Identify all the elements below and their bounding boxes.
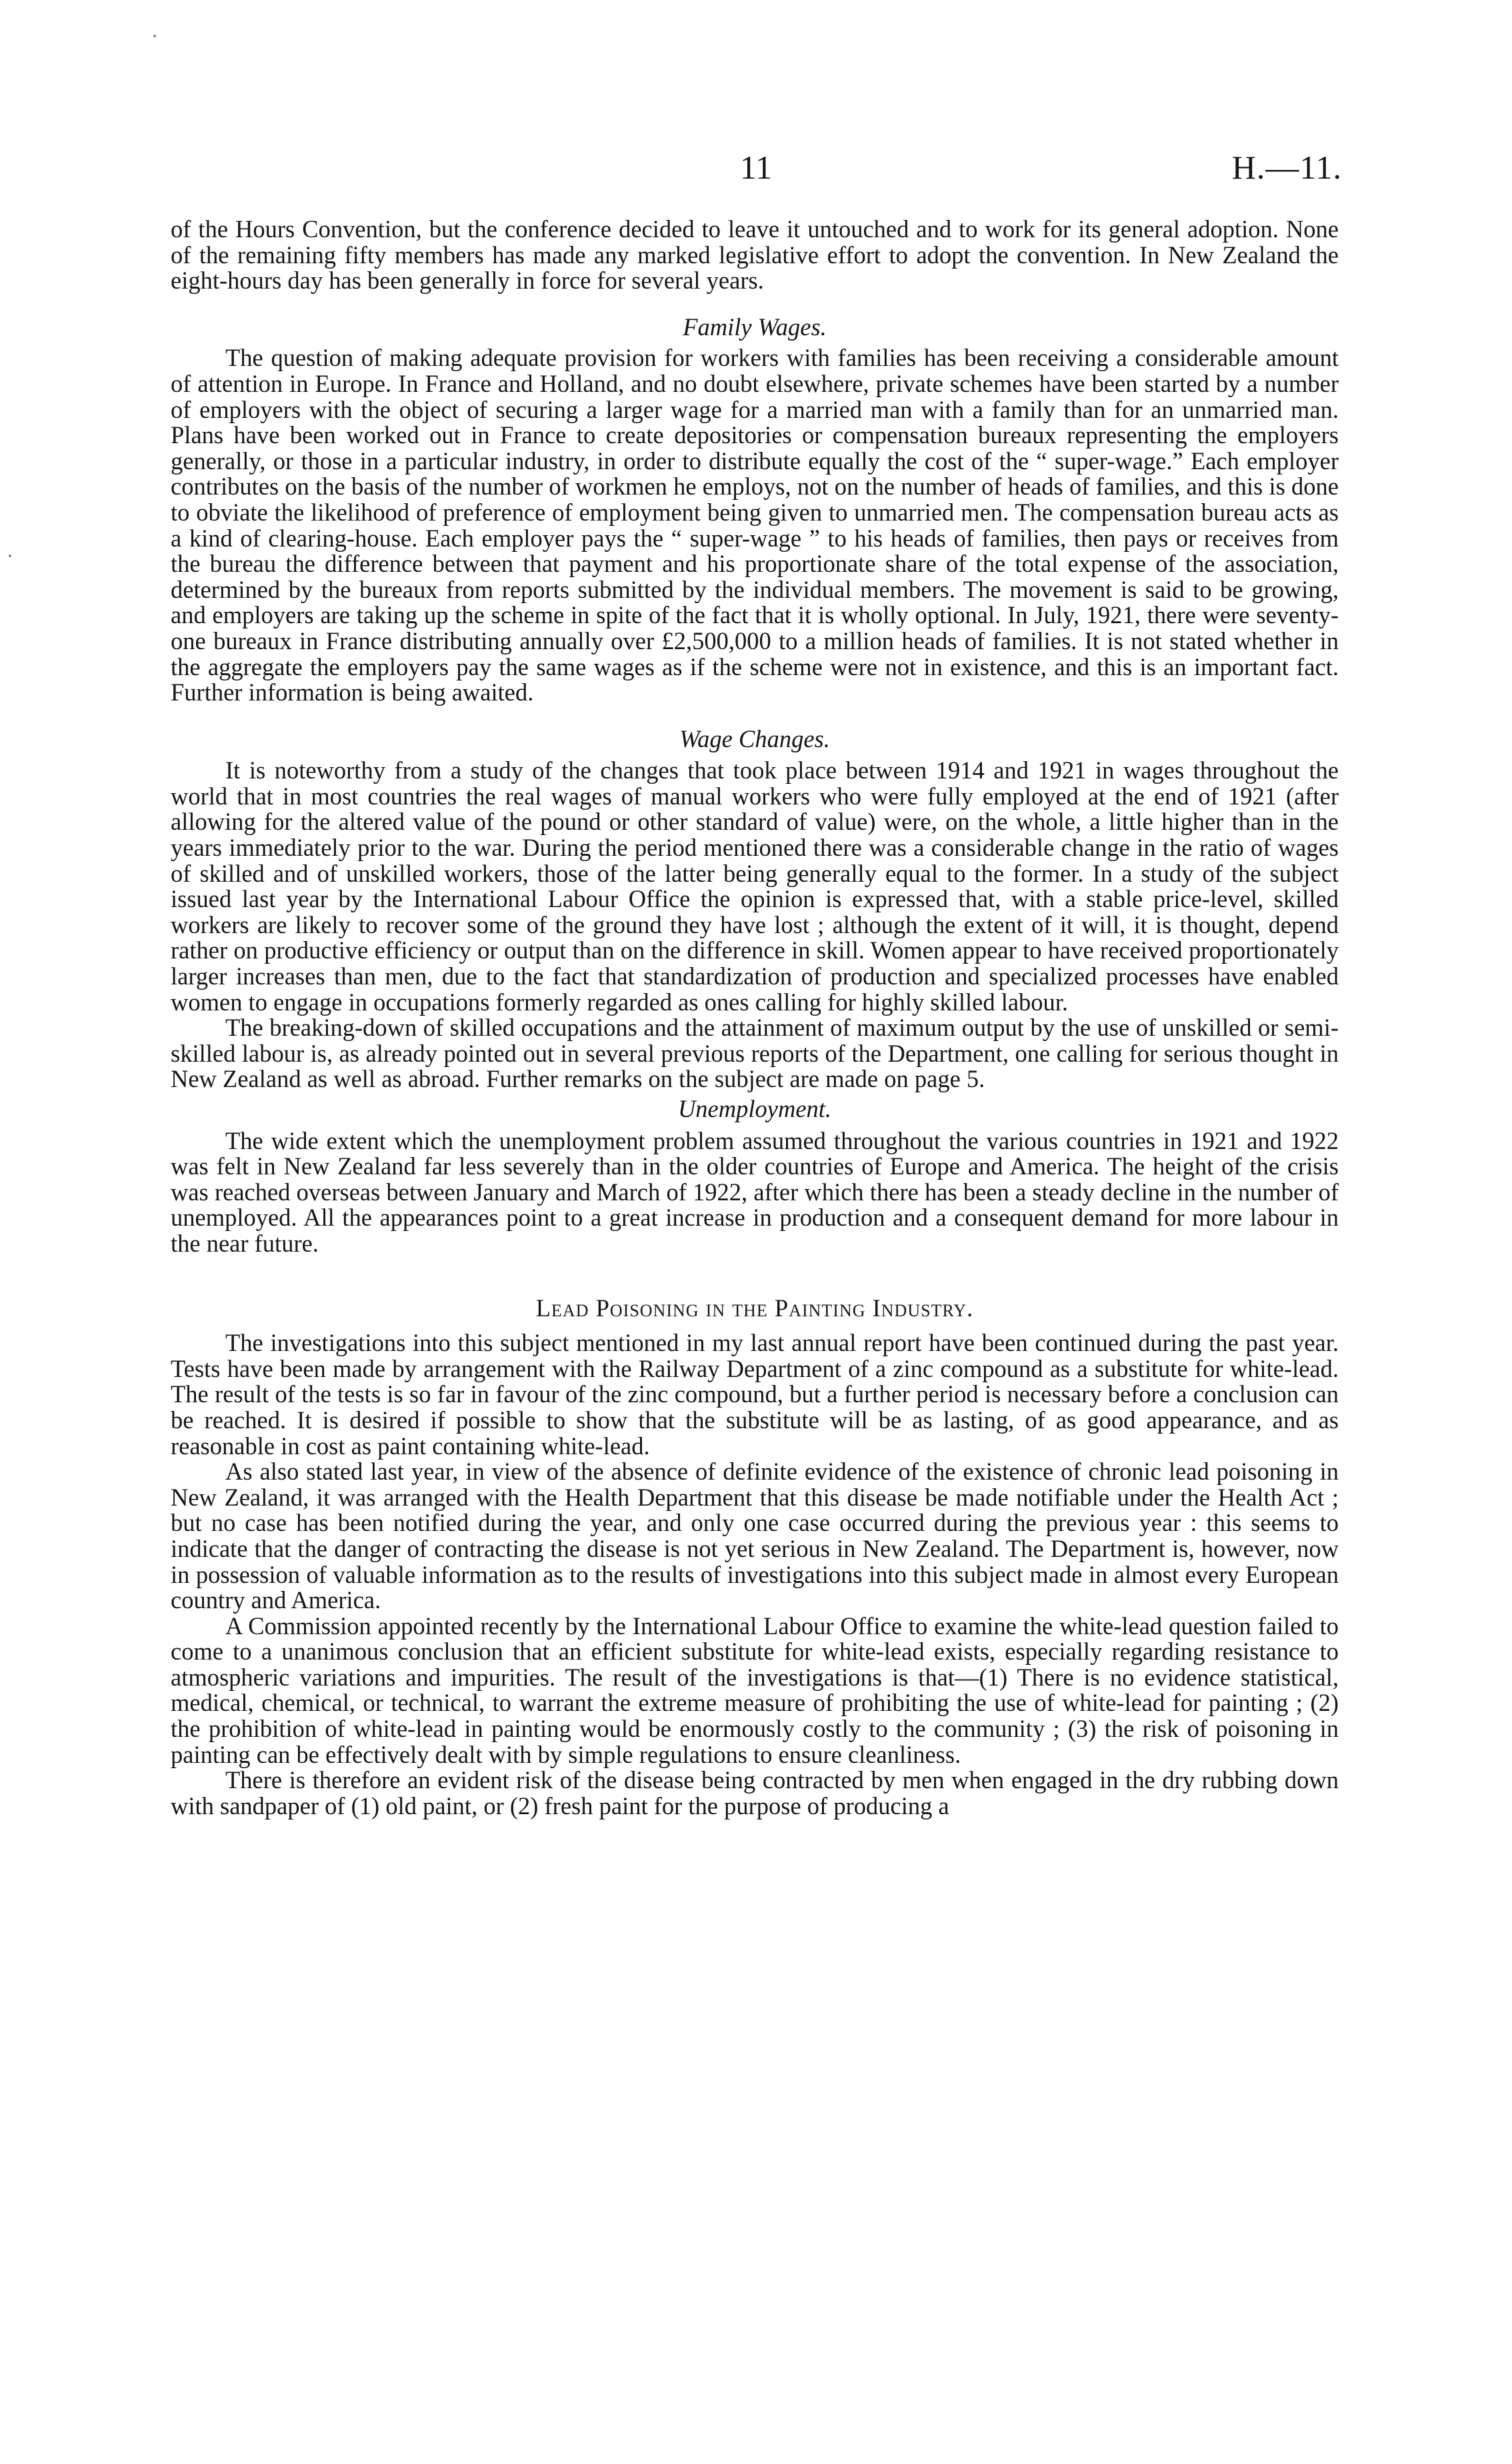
paragraph: The wide extent which the unemployment problem assumed throughout the various countries in 1921 and 1922 was felt in New Zealand far less severely than in the older countries of Europe and America. The height of the crisis was reached overseas between January and March of 1922, after which there has been a steady decline in the number of unemployed. All the appearances point to a great increase in production and a consequent demand for more labour in the near future.: [171, 1126, 1339, 1257]
paragraph: The investigations into this subject mentioned in my last annual report have been continued during the past year. Tests have been made by arrangement with the Railway Department of a zinc compound as a substitute for white-lead. The result of the tests is so far in favour of the zinc compound, but a further period is necessary before a conclusion can be reached. It is desired if possible to show that the substitute will be as lasting, of as good appearance, and as reasonable in cost as paint containing white-lead.: [171, 1329, 1339, 1460]
paragraph: The question of making adequate provision for workers with families has been receiving a considerable amount of attention in Europe. In France and Holland, and no doubt elsewhere, private schemes have been started by a number of employers with the object of securing a larger wage for a married man with a family than for an unmarried man. Plans have been worked out in France to create depositories or compensation bureaux representing the employers generally, or those in a particular industry, in order to distribute equally the cost of the “ super-wage.” Each employer contributes on the basis of the number of workmen he employs, not on the number of heads of families, and this is done to obviate the likelihood of preference of employment being given to unmarried men. The compensation bureau acts as a kind of clearing-house. Each employer pays the “ super-wage ” to his heads of families, then pays or receives from the bureau the difference between that payment and his proportionate share of the total expense of the association, determined by the bureaux from reports submitted by the individual members. The movement is said to be growing, and employers are taking up the scheme in spite of the fact that it is wholly optional. In July, 1921, there were seventy-one bureaux in France distributing annually over £2,500,000 to a million heads of families. It is not stated whether in the aggregate the employers pay the same wages as if the scheme were not in existence, and this is an important fact. Further information is being awaited.: [171, 344, 1339, 706]
section-wage-changes: [171, 726, 1339, 1092]
section-title: Lead Poisoning in the Painting Industry.: [535, 1294, 974, 1322]
page-header: [0, 148, 1512, 195]
section-family-wages: [171, 315, 1339, 706]
paragraph: As also stated last year, in view of the absence of definite evidence of the existence of chronic lead poisoning in New Zealand, it was arranged with the Health Department that this disease be made notifiable under the Health Act ; but no case has been notified during the year, and only one case occurred during the previous year : this seems to indicate that the danger of contracting the disease is not yet serious in New Zealand. The Department is, however, now in possession of valuable information as to the results of investigations into this subject made in almost every European country and America.: [171, 1458, 1339, 1614]
scan-speck: [9, 555, 11, 557]
section-heading: Unemployment.: [677, 1095, 832, 1122]
paragraph: There is therefore an evident risk of the disease being contracted by men when engaged in the dry rubbing down with sandpaper of (1) old paint, or (2) fresh paint for the purpose of producing a: [171, 1766, 1339, 1820]
section-lead-poisoning: [171, 1296, 1339, 1820]
paragraph: The breaking-down of skilled occupations and the attainment of maximum output by the use of unskilled or semi-skilled labour is, as already pointed out in several previous reports of the Department, one calling for serious thought in New Zealand as well as abroad. Further remarks on the subject are made on page 5.: [171, 1014, 1339, 1093]
section-heading: Family Wages.: [683, 313, 827, 341]
section-unemployment: [171, 1096, 1339, 1257]
intro-paragraph: of the Hours Convention, but the conference decided to leave it untouched and to work for its general adoption. None of the remaining fifty members has made any marked legislative effort to adopt the convention. In New Zealand the eight-hours day has been generally in force for several years.: [171, 215, 1339, 295]
body-text: [171, 217, 1339, 1819]
series-code: H.—11.: [1231, 149, 1342, 186]
paragraph: It is noteworthy from a study of the changes that took place between 1914 and 1921 in wages throughout the world that in most countries the real wages of manual workers who were fully employed at the end of 1921 (after allowing for the altered value of the pound or other standard of value) were, on the whole, a little higher than in the years immediately prior to the war. During the period mentioned there was a considerable change in the ratio of wages of skilled and of unskilled workers, those of the latter being generally equal to the former. In a study of the subject issued last year by the International Labour Office the opinion is expressed that, with a stable price-level, skilled workers are likely to recover some of the ground they have lost ; although the extent of it will, it is thought, depend rather on productive efficiency or output than on the difference in skill. Women appear to have received proportionately larger increases than men, due to the fact that standardization of production and specialized processes have enabled women to engage in occupations formerly regarded as ones calling for highly skilled labour.: [171, 756, 1339, 1016]
section-heading: Wage Changes.: [679, 724, 830, 752]
scan-speck: [153, 35, 156, 37]
paragraph: A Commission appointed recently by the International Labour Office to examine the white-lead question failed to come to a unanimous conclusion that an efficient substitute for white-lead exists, especially regarding resistance to atmospheric variations and impurities. The result of the investigations is that—(1) There is no evidence statistical, medical, chemical, or technical, to warrant the extreme measure of prohibiting the use of white-lead for painting ; (2) the prohibition of white-lead in painting would be enormously costly to the community ; (3) the risk of poisoning in painting can be effectively dealt with by simple regulations to ensure cleanliness.: [171, 1612, 1339, 1768]
page-number: 11: [739, 149, 773, 186]
